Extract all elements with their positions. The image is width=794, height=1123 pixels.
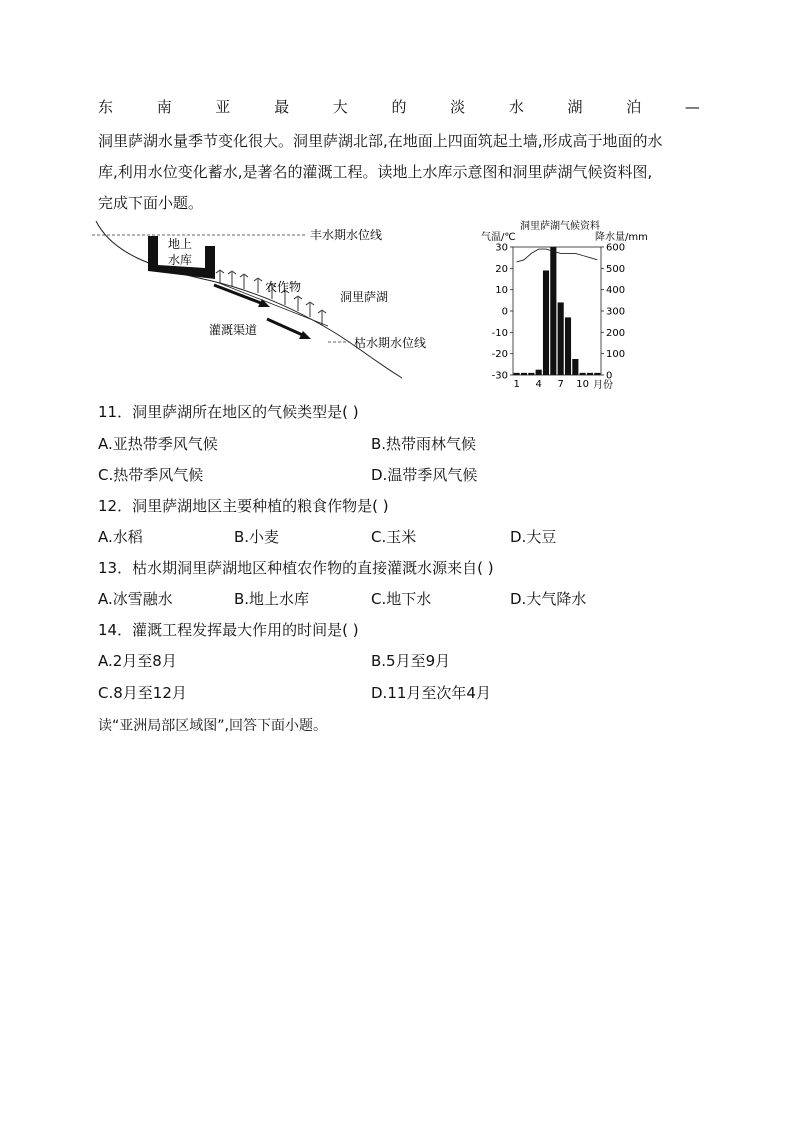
- question-14-option-c[interactable]: C.8月至12月: [98, 684, 187, 702]
- right-tick-label: 400: [606, 285, 626, 297]
- intro-char: 最: [274, 98, 290, 116]
- left-tick-label: -30: [491, 370, 508, 382]
- precipitation-bar: [536, 370, 542, 375]
- right-tick-label: 600: [606, 242, 626, 254]
- left-tick-label: 20: [495, 263, 508, 275]
- question-13-option-a[interactable]: A.冰雪融水: [98, 590, 173, 608]
- intro-char: 湖: [567, 98, 583, 116]
- chart-right-axis-label: 降水量/mm: [595, 232, 648, 243]
- x-tick-label: 7: [557, 379, 564, 390]
- precipitation-bar: [572, 359, 578, 375]
- question-14-option-b[interactable]: B.5月至9月: [371, 652, 451, 670]
- intro-char: 泊: [626, 98, 642, 116]
- right-tick-label: 200: [606, 327, 626, 339]
- right-axis-ticks: [601, 243, 625, 382]
- precipitation-bar: [580, 373, 586, 375]
- crops-label: 农作物: [265, 280, 302, 294]
- question-13-option-b[interactable]: B.地上水库: [234, 590, 310, 608]
- precipitation-bar: [565, 317, 571, 375]
- chart-x-axis-label: 月份: [593, 380, 613, 391]
- intro-line: 完成下面小题。: [98, 194, 204, 212]
- precipitation-bar: [543, 270, 549, 375]
- low-water-label: 枯水期水位线: [354, 336, 427, 350]
- precipitation-bar: [594, 373, 600, 375]
- question-13-stem: 13．枯水期洞里萨湖地区种植农作物的直接灌溉水源来自( ): [98, 559, 494, 577]
- intro-char: 的: [391, 98, 407, 116]
- right-tick-label: 0: [606, 370, 613, 382]
- question-12-option-a[interactable]: A.水稻: [98, 528, 143, 546]
- left-axis-ticks: [492, 243, 513, 382]
- question-14-option-d[interactable]: D.11月至次年4月: [371, 684, 491, 702]
- intro-char: 南: [156, 98, 172, 116]
- left-tick-label: -10: [491, 327, 508, 339]
- question-11-stem: 11．洞里萨湖所在地区的气候类型是( ): [98, 403, 359, 421]
- question-13-option-c[interactable]: C.地下水: [371, 590, 432, 608]
- intro-char: 淡: [450, 98, 466, 116]
- precipitation-bar: [521, 373, 527, 375]
- precipitation-bar: [550, 247, 556, 375]
- question-11-option-d[interactable]: D.温带季风气候: [371, 466, 478, 484]
- x-axis-ticks: [513, 379, 589, 390]
- question-12-stem: 12．洞里萨湖地区主要种植的粮食作物是( ): [98, 497, 389, 515]
- figure-area: [92, 213, 692, 393]
- question-11-option-a[interactable]: A.亚热带季风气候: [98, 435, 218, 453]
- intro-char: 东: [98, 98, 114, 116]
- intro-char: —: [684, 98, 700, 116]
- question-14-option-a[interactable]: A.2月至8月: [98, 652, 177, 670]
- question-11-option-c[interactable]: C.热带季风气候: [98, 466, 204, 484]
- precipitation-bar: [558, 302, 564, 375]
- question-12-option-b[interactable]: B.小麦: [234, 528, 280, 546]
- left-tick-label: 10: [495, 285, 508, 297]
- climate-chart: [481, 219, 648, 391]
- precipitation-bar: [514, 373, 520, 375]
- intro-line: 洞里萨湖水量季节变化很大。洞里萨湖北部,在地面上四面筑起土墙,形成高于地面的水: [98, 132, 663, 150]
- lake-label: 洞里萨湖: [340, 290, 389, 304]
- reservoir-label-2: 水库: [168, 253, 193, 267]
- left-tick-label: -20: [491, 349, 508, 361]
- x-tick-label: 1: [513, 379, 520, 390]
- intro-paragraph: [98, 126, 702, 219]
- chart-plot-frame: [513, 247, 601, 375]
- high-water-label: 丰水期水位线: [310, 228, 383, 242]
- chart-left-axis-label: 气温/℃: [481, 232, 516, 243]
- chart-title: 洞里萨湖气候资料: [520, 221, 600, 232]
- x-tick-label: 10: [576, 379, 590, 390]
- reservoir-label-1: 地上: [168, 237, 193, 251]
- question-12-option-c[interactable]: C.玉米: [371, 528, 417, 546]
- intro-char: 大: [332, 98, 348, 116]
- crops: [216, 270, 326, 325]
- right-tick-label: 500: [606, 263, 626, 275]
- right-tick-label: 300: [606, 306, 626, 318]
- channel-label: 灌溉渠道: [209, 323, 258, 337]
- question-13-option-d[interactable]: D.大气降水: [510, 590, 587, 608]
- left-tick-label: 0: [501, 306, 508, 318]
- next-section-instruction: 读“亚洲局部区域图”,回答下面小题。: [98, 718, 327, 734]
- precipitation-bar: [587, 373, 593, 375]
- intro-char: 亚: [215, 98, 231, 116]
- question-12-option-d[interactable]: D.大豆: [510, 528, 557, 546]
- intro-first-line: [98, 97, 700, 117]
- precipitation-bars: [514, 247, 601, 375]
- intro-line: 库,利用水位变化蓄水,是著名的灌溉工程。读地上水库示意图和洞里萨湖气候资料图,: [98, 163, 653, 181]
- temperature-line: [517, 249, 598, 262]
- intro-char: 水: [508, 98, 524, 116]
- left-tick-label: 30: [495, 242, 508, 254]
- question-11-option-b[interactable]: B.热带雨林气候: [371, 435, 477, 453]
- x-tick-label: 4: [535, 379, 542, 390]
- precipitation-bar: [528, 373, 534, 375]
- question-14-stem: 14．灌溉工程发挥最大作用的时间是( ): [98, 621, 359, 639]
- right-tick-label: 100: [606, 349, 626, 361]
- reservoir-diagram: [92, 221, 426, 378]
